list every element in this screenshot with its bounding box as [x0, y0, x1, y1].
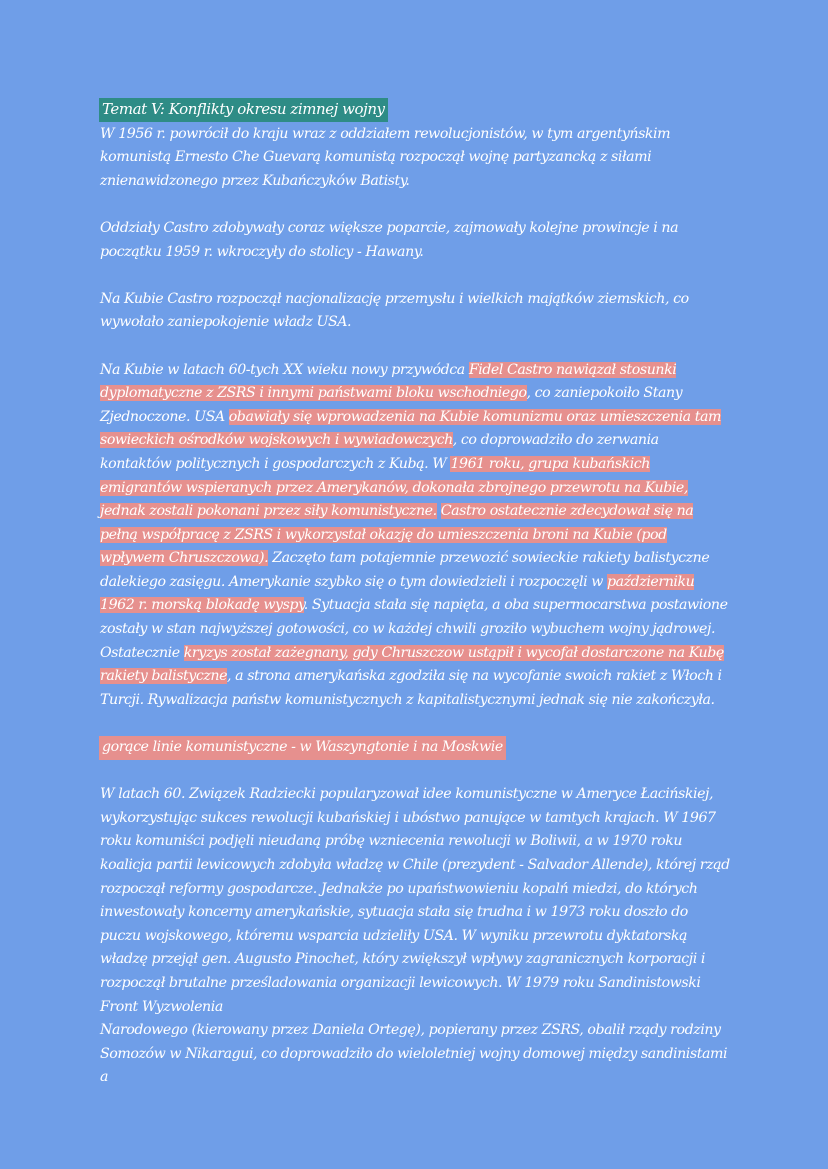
highlight-segment: kryzys został zażegnany, gdy Chruszczow ustąpił i wycofał dostarczone na Kubę rakiety balistyczne [100, 644, 724, 685]
highlight-segment: obawiały się wprowadzenia na Kubie komunizmu oraz umieszczenia tam sowieckich ośrodków wojskowych i wywiadowczych [100, 408, 721, 449]
section-heading: gorące linie komunistyczne - w Waszyngtonie i na Moskwie [99, 736, 506, 760]
document-content [100, 98, 732, 1114]
highlight-segment: Fidel Castro nawiązał stosunki dyplomatyczne z ZSRS i innymi państwami bloku wschodniego [100, 361, 677, 402]
text-segment: Zaczęto tam potajemnie przewozić sowieckie rakiety balistyczne dalekiego zasięgu. Amerykanie szybko się o tym dowiedzieli i rozpoczęli w [100, 550, 710, 590]
paragraph-latin-america: W latach 60. Związek Radziecki popularyzował idee komunistyczne w Ameryce Łacińskiej, wykorzystując sukces rewolucji kubańskiej i ubóstwo panujące w tamtych krajach. W 1967 roku komuniści podjęli nieudaną próbę wzniecenia rewolucji w Boliwii, a w 1970 roku koalicja partii lewicowych zdobyła władzę w Chile (prezydent - Salvador Allende), której rząd rozpoczął reformy gospodarcze. Jednakże po upaństwowieniu kopalń miedzi, do których inwestowały koncerny amerykańskie, sytuacja stała się trudna i w 1973 roku doszło do puczu wojskowego, któremu wsparcia udzieliły USA. W wyniku przewrotu dyktatorską władzę przejął gen. Augusto Pinochet, który zwiększył wpływy zagranicznych korporacji i rozpoczął brutalne prześladowania organizacji lewicowych. W 1979 roku Sandinistowski Front Wyzwolenia [100, 786, 730, 1015]
paragraph-nicaragua: Narodowego (kierowany przez Daniela Ortegę), popierany przez ZSRS, obalił rządy rodziny Somozów w Nikaragui, co doprowadziło do wieloletniej wojny domowej między sandinistami a [100, 1022, 728, 1086]
paragraph-return-of-castro: W 1956 r. powrócił do kraju wraz z oddziałem rewolucjonistów, w tym argentyńskim komunistą Ernesto Che Guevarą komunistą rozpoczął wojnę partyzancką z siłami znienawidzonego przez Kubańczyków Batisty. [100, 125, 671, 189]
text-segment: Na Kubie w latach 60-tych XX wieku nowy przywódca [100, 361, 469, 378]
page-title: Temat V: Konflikty okresu zimnej wojny [99, 98, 388, 122]
paragraph-nationalization: Na Kubie Castro rozpoczął nacjonalizację przemysłu i wielkich majątków ziemskich, co wywołało zaniepokojenie władz USA. [100, 290, 689, 331]
highlight-segment: Castro ostatecznie zdecydował się na pełną współpracę z ZSRS i wykorzystał okazję do umieszczenia broni na Kubie (pod wpływem Chruszczowa). [100, 503, 694, 567]
text-segment: , a strona amerykańska zgodziła się na wycofanie swoich rakiet z Włoch i Turcji. Rywalizacja państw komunistycznych z kapitalistycznymi jednak się nie zakończyła. [100, 668, 722, 708]
text-segment: , co doprowadziło do zerwania kontaktów politycznych i gospodarczych z Kubą. W [100, 432, 659, 472]
text-segment: . Sytuacja stała się napięta, a oba supermocarstwa postawione zostały w stan najwyższej gotowości, co w każdej chwili groziło wybuchem wojny jądrowej. Ostatecznie [100, 597, 728, 661]
paragraph-cuban-crisis [100, 359, 732, 713]
highlight-segment: 1961 roku, grupa kubańskich emigrantów wspieranych przez Amerykanów, dokonała zbrojnego przewrotu na Kubie, jednak zostali pokonani przez siły komunistyczne. [100, 455, 688, 520]
highlight-segment: październiku 1962 r. morską blokadę wyspy [100, 573, 695, 614]
paragraph-castro-troops: Oddziały Castro zdobywały coraz większe poparcie, zajmowały kolejne prowincje i na początku 1959 r. wkroczyły do stolicy - Hawany. [100, 219, 679, 260]
text-segment: , co zaniepokoiło Stany Zjednoczone. USA [100, 385, 683, 425]
